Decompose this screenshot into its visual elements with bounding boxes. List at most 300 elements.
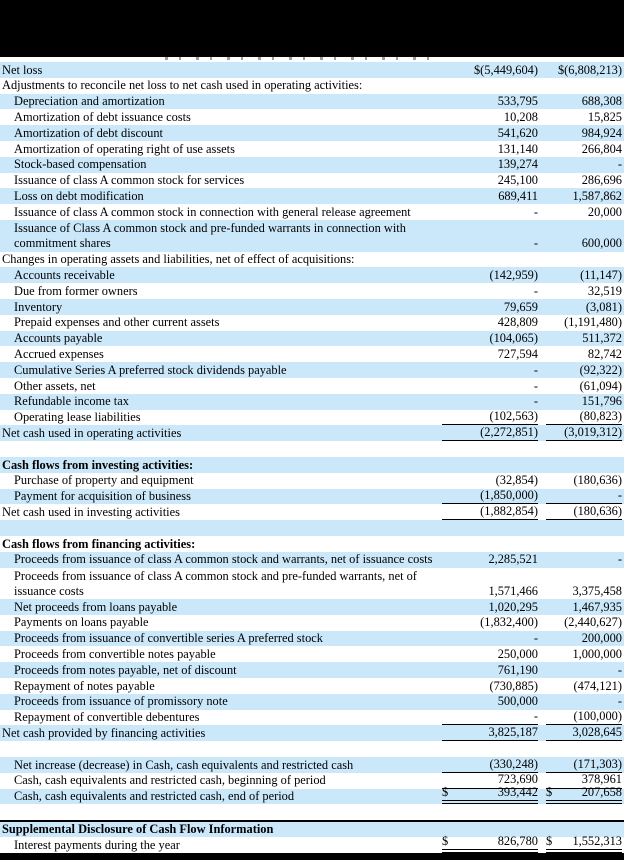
cell-year2-value: 32,519 <box>587 283 622 298</box>
cell-year1 <box>442 94 538 109</box>
row-label-block <box>0 78 442 93</box>
row-label: Depreciation and amortization <box>14 94 165 109</box>
cell-year2 <box>546 458 622 473</box>
row-label: Cash flows from financing activities: <box>2 536 196 551</box>
row-label: Issuance of class A common stock for services <box>14 173 245 188</box>
row-label-block <box>0 410 442 425</box>
cell-year2 <box>546 694 622 709</box>
cell-year2 <box>546 300 622 315</box>
cell-year1 <box>442 679 538 694</box>
cell-year1-value: - <box>533 378 538 393</box>
row-label: Interest payments during the year <box>14 838 180 853</box>
table-row <box>0 646 624 662</box>
row-label: Proceeds from notes payable, net of discount <box>14 662 237 677</box>
row-label-block <box>0 694 442 709</box>
cell-year2 <box>546 726 622 742</box>
row-label-block <box>0 189 442 204</box>
cell-year1 <box>442 710 538 726</box>
cell-year1 <box>442 426 538 442</box>
cell-year2 <box>546 268 622 283</box>
cell-year2-value: (3,081) <box>585 299 622 314</box>
row-label: Payments on loans payable <box>14 615 149 630</box>
table-row <box>0 425 624 441</box>
cell-year2 <box>546 331 622 346</box>
table-row <box>0 378 624 394</box>
row-label-block <box>0 773 442 788</box>
table-row <box>0 394 624 410</box>
row-label: Accounts payable <box>14 331 103 346</box>
cell-year2-value: - <box>617 157 622 172</box>
cell-year1-value: 428,809 <box>497 315 538 330</box>
table-row <box>0 741 624 757</box>
cell-year2 <box>546 78 622 93</box>
row-label-block <box>0 458 442 473</box>
cashflow-table <box>0 62 624 853</box>
cell-year2 <box>546 110 622 125</box>
cell-year1-value: (1,832,400) <box>480 615 538 630</box>
table-row <box>0 631 624 647</box>
row-label: Adjustments to reconcile net loss to net cash used in operating activities: <box>2 78 363 93</box>
row-label-block <box>0 221 442 251</box>
row-label: Proceeds from convertible notes payable <box>14 647 216 662</box>
cell-year1 <box>442 315 538 330</box>
row-label: Changes in operating assets and liabilities, net of effect of acquisitions: <box>2 252 355 267</box>
cell-year1 <box>442 173 538 188</box>
cell-year1 <box>442 252 538 267</box>
cell-year1 <box>442 834 538 853</box>
cell-year1-value: 79,659 <box>503 299 538 314</box>
table-row <box>0 188 624 204</box>
cell-year2-value: (61,094) <box>579 378 622 393</box>
cell-year2-value: 15,825 <box>587 109 622 124</box>
row-label: Issuance of class A common stock in connection with general release agreement <box>14 204 411 219</box>
row-label-block <box>0 838 442 853</box>
row-label-block <box>0 569 442 599</box>
row-label-block <box>0 347 442 362</box>
cell-year1 <box>442 473 538 488</box>
row-label: Cash flows from investing activities: <box>2 457 194 472</box>
cell-year2-value: (2,440,627) <box>564 615 622 630</box>
row-label-block <box>0 822 442 837</box>
table-row <box>0 125 624 141</box>
cell-year2 <box>546 63 622 78</box>
row-label-block <box>0 315 442 330</box>
row-label-block <box>0 473 442 488</box>
row-label: Refundable income tax <box>14 394 129 409</box>
cell-year2 <box>546 473 622 488</box>
cell-year2-value: 600,000 <box>581 236 622 251</box>
row-label-block <box>0 489 442 504</box>
cell-year1 <box>442 284 538 299</box>
dollar-sign: $ <box>546 834 553 849</box>
cell-year1 <box>442 110 538 125</box>
cell-year1-value: (142,959) <box>489 267 538 282</box>
row-label-block <box>0 252 442 267</box>
cell-year1-value: (32,854) <box>495 473 538 488</box>
table-row <box>0 441 624 457</box>
cell-year2 <box>546 679 622 694</box>
cell-year2-value: 151,796 <box>581 394 622 409</box>
cell-year2 <box>546 521 622 536</box>
cell-year1-value: 723,690 <box>497 772 538 787</box>
cell-year1 <box>442 742 538 757</box>
cell-year1-value: 131,140 <box>497 141 538 156</box>
cell-year1-value: (1,882,854) <box>480 503 538 518</box>
row-label-block <box>0 110 442 125</box>
row-label-block <box>0 157 442 172</box>
table-row <box>0 678 624 694</box>
cell-year2 <box>546 600 622 615</box>
table-row <box>0 536 624 552</box>
cell-year2 <box>546 426 622 442</box>
cell-year2-value: (3,019,312) <box>564 424 622 439</box>
row-label-block <box>0 300 442 315</box>
table-row <box>0 662 624 678</box>
cell-year2-value: (100,000) <box>573 709 622 724</box>
cell-year2-value: 286,696 <box>581 173 622 188</box>
cell-year1-value: 393,442 <box>497 785 538 800</box>
table-row <box>0 834 624 853</box>
cell-year2-value: - <box>617 488 622 503</box>
table-row <box>0 568 624 600</box>
row-label: Amortization of debt discount <box>14 125 164 140</box>
cell-year2 <box>546 537 622 552</box>
cell-year1-value: 1,020,295 <box>488 599 538 614</box>
cell-year1 <box>442 63 538 78</box>
row-label: Cash, cash equivalents and restricted cash, end of period <box>14 789 295 804</box>
cell-year1-value: - <box>533 283 538 298</box>
row-label: Issuance of Class A common stock and pre-funded warrants in connection with <box>14 221 406 236</box>
cell-year2-value: 3,375,458 <box>572 583 622 598</box>
cell-year1 <box>442 363 538 378</box>
cell-year2 <box>546 584 622 599</box>
cell-year1-value: 245,100 <box>497 173 538 188</box>
cell-year2-value: - <box>617 694 622 709</box>
cell-year2-value: 1,552,313 <box>572 834 622 849</box>
cell-year1 <box>442 157 538 172</box>
cell-year1-value: - <box>533 709 538 724</box>
cell-year1-value: 826,780 <box>497 834 538 849</box>
cell-year2 <box>546 805 622 820</box>
cell-year1 <box>442 489 538 505</box>
table-row <box>0 157 624 173</box>
cell-year1 <box>442 78 538 93</box>
cell-year2-value: (80,823) <box>579 409 622 424</box>
cell-year2 <box>546 410 622 426</box>
row-label-block <box>0 379 442 394</box>
cell-year2 <box>546 710 622 726</box>
table-row <box>0 552 624 568</box>
cell-year2 <box>546 157 622 172</box>
cell-year2-value: $(6,808,213) <box>557 62 622 77</box>
table-row <box>0 220 624 252</box>
cell-year1 <box>442 442 538 457</box>
row-label: Accounts receivable <box>14 267 115 282</box>
cell-year2-value: (1,191,480) <box>564 315 622 330</box>
cell-year2-value: (474,121) <box>573 678 622 693</box>
table-row <box>0 473 624 489</box>
table-row <box>0 804 624 820</box>
cell-year2-value: 207,658 <box>581 785 622 800</box>
table-row <box>0 785 624 805</box>
row-label-block <box>0 647 442 662</box>
row-label: Operating lease liabilities <box>14 410 141 425</box>
row-label: Accrued expenses <box>14 346 104 361</box>
cell-year2 <box>546 284 622 299</box>
table-row <box>0 599 624 615</box>
cell-year1 <box>442 616 538 631</box>
row-label: Amortization of operating right of use assets <box>14 141 235 156</box>
row-label: Other assets, net <box>14 378 96 393</box>
cell-year2 <box>546 442 622 457</box>
cell-year2-value: 1,467,935 <box>572 599 622 614</box>
table-row <box>0 78 624 94</box>
cell-year2 <box>546 552 622 567</box>
dollar-sign: $ <box>442 834 449 849</box>
cell-year2-value: 20,000 <box>587 204 622 219</box>
table-row <box>0 204 624 220</box>
row-label: Repayment of convertible debentures <box>14 710 200 725</box>
cell-year2 <box>546 742 622 757</box>
cell-year2-value: 511,372 <box>582 331 622 346</box>
table-row <box>0 615 624 631</box>
cell-year1-value: (2,272,851) <box>480 424 538 439</box>
cell-year1 <box>442 300 538 315</box>
cell-year1-value: 500,000 <box>497 694 538 709</box>
row-label-line2: issuance costs <box>14 583 84 598</box>
cell-year1 <box>442 584 538 599</box>
cell-year1 <box>442 205 538 220</box>
cell-year2 <box>546 505 622 521</box>
table-row <box>0 299 624 315</box>
row-label-block <box>0 505 442 520</box>
cell-year2 <box>546 834 622 853</box>
row-label-block <box>0 331 442 346</box>
cell-year1 <box>442 142 538 157</box>
cell-year1 <box>442 663 538 678</box>
cell-year1 <box>442 600 538 615</box>
row-label: Cumulative Series A preferred stock dividends payable <box>14 362 287 377</box>
row-label-block <box>0 758 442 773</box>
table-row <box>0 267 624 283</box>
cell-year2 <box>546 347 622 362</box>
table-row <box>0 725 624 741</box>
row-label: Net proceeds from loans payable <box>14 599 178 614</box>
table-row <box>0 520 624 536</box>
cell-year1 <box>442 268 538 283</box>
cell-year1-value: (330,248) <box>489 756 538 771</box>
cell-year1 <box>442 537 538 552</box>
cell-year1 <box>442 458 538 473</box>
row-label: Purchase of property and equipment <box>14 473 194 488</box>
row-label-block <box>0 268 442 283</box>
cell-year1-value: 139,274 <box>497 157 538 172</box>
cell-year2 <box>546 189 622 204</box>
cell-year2-value: 1,000,000 <box>572 647 622 662</box>
cell-year1-value: 2,285,521 <box>488 552 538 567</box>
cell-year1 <box>442 631 538 646</box>
table-row <box>0 331 624 347</box>
cell-year1-value: - <box>533 204 538 219</box>
row-label: Inventory <box>14 299 63 314</box>
row-label: Net cash used in operating activities <box>2 425 182 440</box>
row-label: Stock-based compensation <box>14 157 147 172</box>
cell-year1-value: 541,620 <box>497 125 538 140</box>
row-label-block <box>0 537 442 552</box>
cell-year2 <box>546 379 622 394</box>
cell-year2-value: 1,587,862 <box>572 188 622 203</box>
cell-year2 <box>546 315 622 330</box>
cell-year1-value: - <box>533 394 538 409</box>
cell-year1-value: - <box>533 362 538 377</box>
table-row <box>0 173 624 189</box>
bottom-black-bar <box>0 853 624 860</box>
table-row <box>0 283 624 299</box>
cell-year1 <box>442 552 538 567</box>
cell-year1-value: $(5,449,604) <box>473 62 538 77</box>
cell-year1 <box>442 726 538 742</box>
cell-year2 <box>546 631 622 646</box>
cell-year1 <box>442 647 538 662</box>
row-label: Net increase (decrease) in Cash, cash equivalents and restricted cash <box>14 757 354 772</box>
row-label: Payment for acquisition of business <box>14 489 191 504</box>
row-label-block <box>0 679 442 694</box>
table-row <box>0 62 624 78</box>
cell-year2-value: 200,000 <box>581 631 622 646</box>
cell-year2-value: 378,961 <box>581 772 622 787</box>
cell-year1-value: 761,190 <box>497 662 538 677</box>
dollar-sign: $ <box>546 785 553 800</box>
table-row <box>0 694 624 710</box>
row-label: Loss on debt modification <box>14 188 144 203</box>
cell-year1 <box>442 785 538 805</box>
cell-year1 <box>442 189 538 204</box>
table-row <box>0 141 624 157</box>
cell-year1 <box>442 805 538 820</box>
cell-year2 <box>546 142 622 157</box>
cell-year1-value: - <box>533 631 538 646</box>
cell-year2-value: - <box>617 552 622 567</box>
cell-year2-value: (171,303) <box>573 756 622 771</box>
cell-year2 <box>546 173 622 188</box>
clipped-text-remnant <box>0 57 624 62</box>
cell-year2 <box>546 205 622 220</box>
top-black-bar <box>0 0 624 57</box>
cell-year1 <box>442 410 538 426</box>
cell-year1-value: (102,563) <box>489 409 538 424</box>
cell-year1 <box>442 347 538 362</box>
row-label-block <box>0 615 442 630</box>
cell-year2-value: 984,924 <box>581 125 622 140</box>
row-label-block <box>0 363 442 378</box>
clipped-text-marks <box>165 57 437 60</box>
cell-year2 <box>546 363 622 378</box>
table-row <box>0 710 624 726</box>
row-label-block <box>0 426 442 441</box>
cell-year1 <box>442 394 538 409</box>
row-label: Supplemental Disclosure of Cash Flow Information <box>2 822 274 837</box>
row-label-block <box>0 394 442 409</box>
row-label-block <box>0 789 442 804</box>
row-label-block <box>0 631 442 646</box>
cell-year1-value: 1,571,466 <box>488 583 538 598</box>
table-row <box>0 362 624 378</box>
table-row <box>0 94 624 110</box>
cell-year2 <box>546 252 622 267</box>
cell-year1 <box>442 521 538 536</box>
cell-year1-value: 10,208 <box>503 109 538 124</box>
cell-year2 <box>546 663 622 678</box>
row-label-block <box>0 600 442 615</box>
cell-year2 <box>546 489 622 505</box>
row-label-block <box>0 663 442 678</box>
row-label: Proceeds from issuance of convertible series A preferred stock <box>14 631 323 646</box>
cell-year1-value: - <box>533 236 538 251</box>
cell-year1-value: 727,594 <box>497 346 538 361</box>
cell-year1-value: 250,000 <box>497 647 538 662</box>
dollar-sign: $ <box>442 785 449 800</box>
cell-year1-value: 689,411 <box>498 188 538 203</box>
row-label-block <box>0 142 442 157</box>
cell-year2 <box>546 394 622 409</box>
cell-year2 <box>546 647 622 662</box>
cell-year2-value: - <box>617 662 622 677</box>
row-label: Cash, cash equivalents and restricted cash, beginning of period <box>14 773 326 788</box>
row-label: Amortization of debt issuance costs <box>14 109 191 124</box>
row-label: Repayment of notes payable <box>14 678 155 693</box>
row-label: Net loss <box>2 62 43 77</box>
table-row <box>0 252 624 268</box>
table-row <box>0 757 624 773</box>
row-label: Net cash used in investing activities <box>2 504 180 519</box>
cell-year1-value: 3,825,187 <box>488 725 538 740</box>
cell-year1-value: (730,885) <box>489 678 538 693</box>
cell-year2 <box>546 94 622 109</box>
row-label: Proceeds from issuance of class A common stock and warrants, net of issuance costs <box>14 552 433 567</box>
cell-year1 <box>442 379 538 394</box>
table-row <box>0 109 624 125</box>
row-label-block <box>0 94 442 109</box>
cell-year2-value: (92,322) <box>579 362 622 377</box>
table-row <box>0 315 624 331</box>
row-label-block <box>0 173 442 188</box>
row-label: Proceeds from issuance of class A common stock and pre-funded warrants, net of <box>14 568 417 583</box>
table-row <box>0 346 624 362</box>
cell-year2 <box>546 126 622 141</box>
cell-year2-value: 266,804 <box>581 141 622 156</box>
cell-year2 <box>546 757 622 773</box>
cell-year1 <box>442 694 538 709</box>
cell-year2-value: (180,636) <box>573 503 622 518</box>
table-row <box>0 504 624 520</box>
row-label: Prepaid expenses and other current assets <box>14 315 220 330</box>
cell-year1 <box>442 757 538 773</box>
cell-year1-value: 533,795 <box>497 94 538 109</box>
cell-year2-value: (11,147) <box>580 267 622 282</box>
cell-year2 <box>546 616 622 631</box>
row-label-line2: commitment shares <box>14 236 111 251</box>
row-label-block <box>0 552 442 567</box>
table-row <box>0 457 624 473</box>
row-label: Net cash provided by financing activities <box>2 726 206 741</box>
cell-year2-value: 3,028,645 <box>572 725 622 740</box>
table-row <box>0 489 624 505</box>
row-label-block <box>0 205 442 220</box>
row-label-block <box>0 284 442 299</box>
table-row <box>0 410 624 426</box>
cell-year1-value: (1,850,000) <box>480 488 538 503</box>
cell-year2 <box>546 785 622 805</box>
